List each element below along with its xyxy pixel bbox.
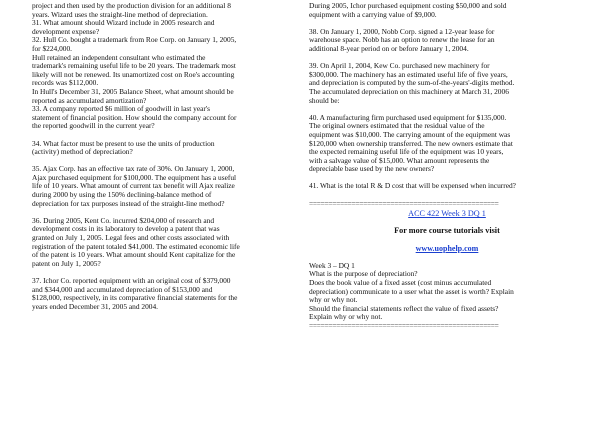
- question-37-continued: During 2005, Ichor purchased equipment costing $50,000 and sold equipment with a carrying value of $9,000.: [309, 1, 507, 19]
- question-37: 37. Ichor Co. reported equipment with an original cost of $379,000 and $344,000 and accumulated depreciation of $153,000 and $128,000, respectively, in its comparative financial statements for the years ended December 31, 2005 and 2004.: [32, 276, 238, 311]
- question-40: 40. A manufacturing firm purchased used equipment for $135,000. The original owners estimated that the residual value of the equipment was $10,000. The carrying amount of the equipment was $120,000 when ownership transferred. The new owners estimate that the expected remaining useful life of the equipment was 10 years, with a salvage value of $15,000. What amount represents the depreciable base used by the new owners?: [309, 112, 513, 174]
- left-column: [32, 2, 290, 311]
- questions-30-33: project and then used by the production division for an additional 8 years. Wizard uses the straight-line method of depreciation. 31. What amount should Wizard include in 2005 research and development expense? 32. Hull Co. bought a trademark from Roe Corp. on January 1, 2005, for $224,000. Hull retained an independent consultant who estimated the trademark's remaining useful life to be 20 years. The trademark most likely will not be renewed. Its unamortized cost on Roe's accounting records was $112,000. In Hull's December 31, 2005 Balance Sheet, what amount should be reported as accumulated amortization? 33. A company reported $6 million of goodwill in last year's statement of financial position. How should the company account for the reported goodwill in the current year?: [32, 1, 237, 131]
- more-tutorials-text: For more course tutorials visit: [394, 226, 500, 236]
- question-39: 39. On April 1, 2004, Kew Co. purchased new machinery for $300,000. The machinery has an estimated useful life of five years, and depreciation is computed by the sum-of-the-years'-digits method. The accumulated depreciation on this machinery at March 31, 2006 should be:: [309, 61, 515, 105]
- separator-top: =================================================: [309, 199, 499, 208]
- question-38: 38. On January 1, 2000, Nobb Corp. signed a 12-year lease for warehouse space. Nobb has an option to renew the lease for an additional 8-year period on or before January 1, 2004.: [309, 26, 495, 53]
- question-41: 41. What is the total R & D cost that will be expensed when incurred?: [309, 181, 516, 191]
- course-link[interactable]: ACC 422 Week 3 DQ 1: [408, 209, 486, 219]
- question-35: 35. Ajax Corp. has an effective tax rate of 30%. On January 1, 2000, Ajax purchased equipment for $100,000. The equipment has a useful life of 10 years. What amount of current tax benefit will Ajax realize during 2000 by using the 150% declining-balance method of depreciation for tax purposes instead of the straight-line method?: [32, 164, 237, 208]
- question-34: 34. What factor must be present to use the units of production (activity) method of depreciation?: [32, 138, 215, 157]
- week-3-dq-1-block: Week 3 – DQ 1 What is the purpose of depreciation? Does the book value of a fixed asset (cost minus accumulated depreciation) communicate to a user what the asset is worth? Explain why or why not. Should the financial statements reflect the value of fixed assets? Explain why or why not.: [309, 260, 514, 322]
- right-column: [309, 2, 585, 331]
- question-36: 36. During 2005, Kent Co. incurred $204,000 of research and development costs in its laboratory to develop a patent that was granted on July 1, 2005. Legal fees and other costs associated with registration of the patent totaled $41,000. The estimated economic life of the patent is 10 years. What amount should Kent capitalize for the patent on July 1, 2005?: [32, 215, 240, 268]
- site-link[interactable]: www.uophelp.com: [415, 243, 479, 253]
- separator-bottom: =================================================: [309, 321, 499, 330]
